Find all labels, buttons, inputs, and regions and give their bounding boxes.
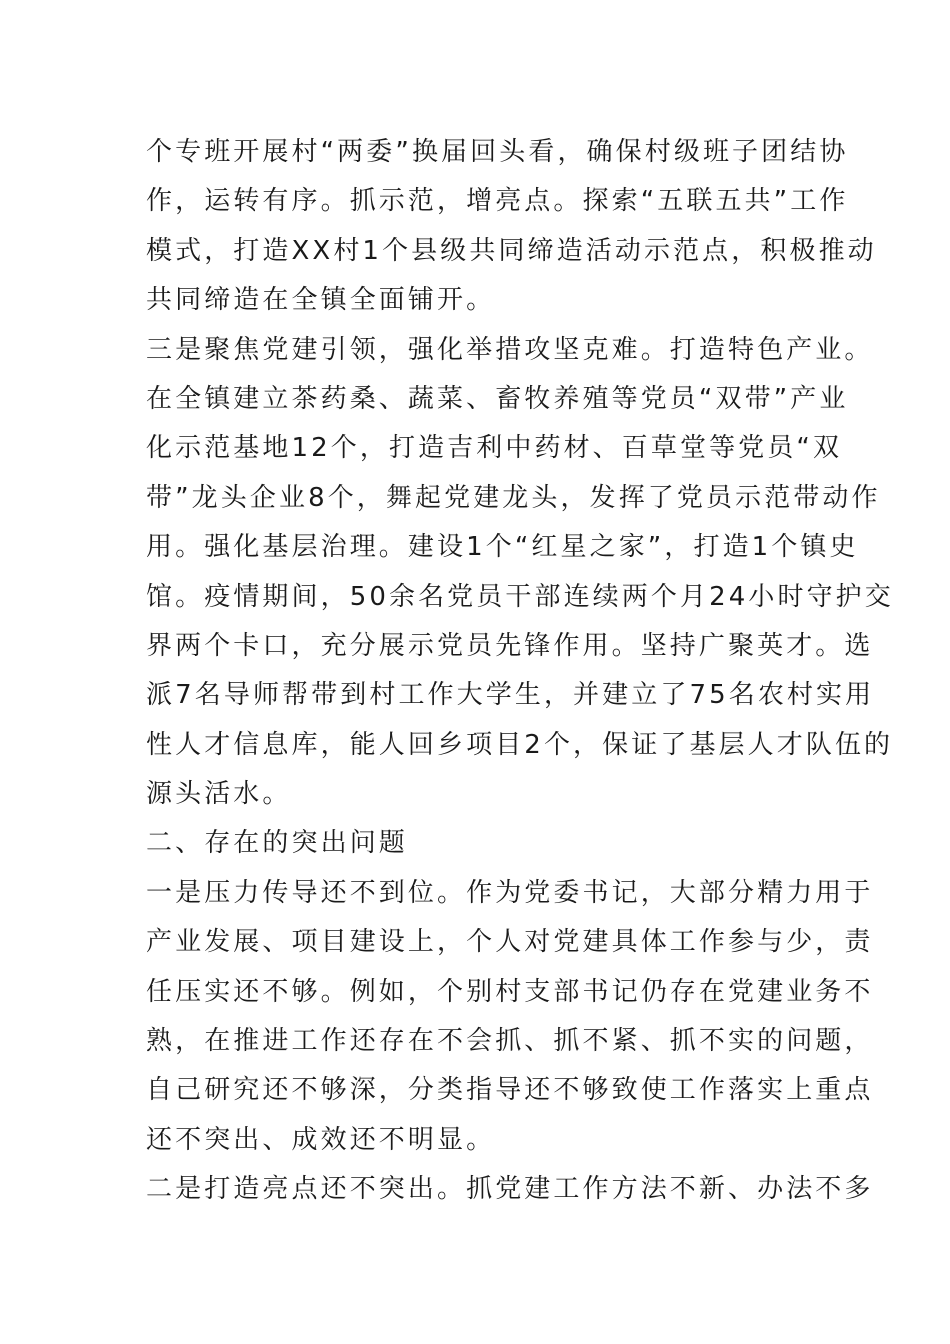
- text-line: 个专班开展村“两委”换届回头看，确保村级班子团结协: [146, 137, 849, 167]
- paragraph-highlights: [146, 1165, 874, 1214]
- text-line: 化示范基地12个，打造吉利中药材、百草堂等党员“双: [146, 433, 843, 464]
- section-heading-problems: [146, 819, 810, 868]
- text-line: 二是打造亮点还不突出。抓党建工作方法不新、办法不多: [146, 1174, 874, 1205]
- text-line: 自己研究还不够深，分类指导还不够致使工作落实上重点: [146, 1075, 874, 1106]
- text-line: 派7名导师帮带到村工作大学生，并建立了75名农村实用: [146, 680, 875, 711]
- text-line: 馆。疫情期间，50余名党员干部连续两个月24小时守护交: [146, 581, 894, 612]
- text-line: 三是聚焦党建引领，强化举措攻坚克难。打造特色产业。: [146, 334, 874, 365]
- paragraph-pressure-transmission: [146, 869, 874, 1165]
- text-line: 在全镇建立茶药桑、蔬菜、畜牧养殖等党员“双带”产业: [146, 383, 849, 414]
- text-line: 性人才信息库，能人回乡项目2个，保证了基层人才队伍的: [146, 729, 894, 760]
- text-line: 作，运转有序。抓示范，增亮点。探索“五联五共”工作: [146, 186, 849, 217]
- text-line: 一是压力传导还不到位。作为党委书记，大部分精力用于: [146, 877, 874, 908]
- paragraph-work-specialists: [146, 128, 877, 326]
- text-line: 产业发展、项目建设上，个人对党建具体工作参与少，责: [146, 927, 874, 958]
- document-body: [146, 128, 894, 1215]
- text-line: 源头活水。: [146, 779, 292, 810]
- text-line: 任压实还不够。例如，个别村支部书记仍存在党建业务不: [146, 976, 874, 1007]
- text-line: 界两个卡口，充分展示党员先锋作用。坚持广聚英才。选: [146, 630, 874, 661]
- text-line: 还不突出、成效还不明显。: [146, 1124, 496, 1155]
- text-line: 带”龙头企业8个，舞起党建龙头，发挥了党员示范带动作: [146, 482, 881, 513]
- text-line: 模式，打造XX村1个县级共同缔造活动示范点，积极推动: [146, 235, 877, 266]
- text-line: 熟，在推进工作还存在不会抓、抓不紧、抓不实的问题，: [146, 1026, 874, 1057]
- text-line: 用。强化基层治理。建设1个“红星之家”，打造1个镇史: [146, 532, 859, 563]
- section-heading: 二、存在的突出问题: [146, 828, 408, 859]
- text-line: 共同缔造在全镇全面铺开。: [146, 285, 496, 316]
- paragraph-party-building-leadership: [146, 326, 894, 820]
